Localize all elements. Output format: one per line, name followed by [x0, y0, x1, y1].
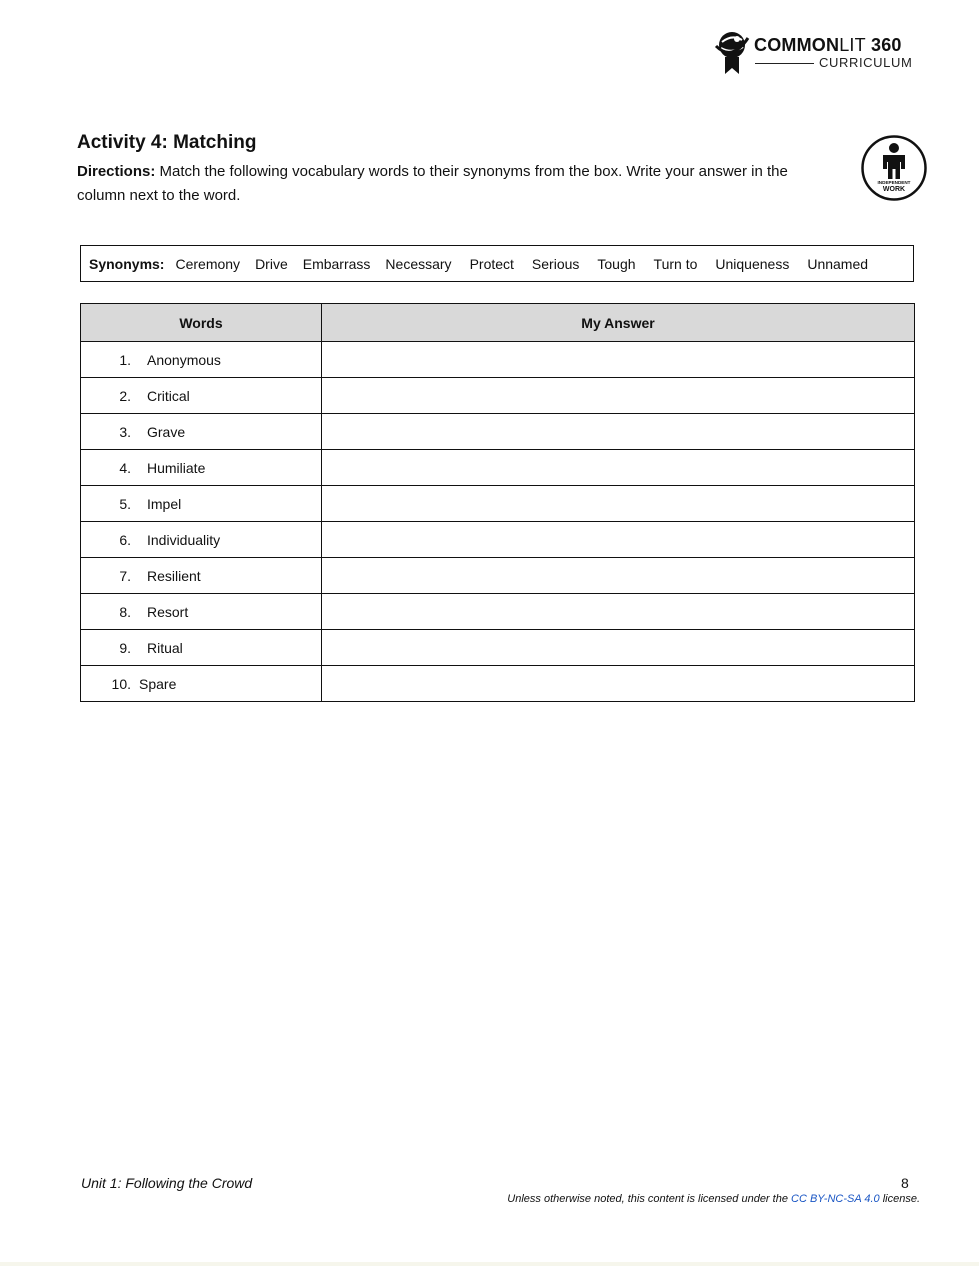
footer-unit-title: Unit 1: Following the Crowd	[81, 1175, 253, 1191]
vocab-word: Grave	[147, 423, 186, 440]
table-header-row	[81, 304, 915, 342]
globe-ribbon-icon	[714, 28, 750, 76]
answer-cell[interactable]	[322, 666, 915, 702]
commonlit-logo	[714, 28, 924, 78]
vocab-word: Individuality	[147, 531, 221, 548]
license-link[interactable]: CC BY-NC-SA 4.0	[791, 1193, 880, 1205]
license-notice	[507, 1193, 920, 1205]
synonym-word: Unnamed	[807, 255, 869, 272]
row-number: 7.	[119, 567, 131, 584]
vocab-word: Critical	[147, 387, 190, 404]
synonym-word: Ceremony	[175, 255, 241, 272]
row-number: 5.	[119, 495, 131, 512]
logo-wordmark: COMMONLIT 360	[754, 35, 902, 55]
table-row	[81, 414, 915, 450]
word-cell	[81, 630, 322, 666]
row-number: 3.	[119, 423, 131, 440]
table-row	[81, 342, 915, 378]
page-bottom-edge	[0, 1262, 979, 1266]
directions-text: Match the following vocabulary words to their synonyms from the box. Write your answer in the column next to the word.	[77, 163, 788, 204]
row-number: 9.	[119, 639, 131, 656]
word-cell	[81, 342, 322, 378]
word-cell	[81, 378, 322, 414]
row-number: 4.	[119, 459, 131, 476]
row-number: 6.	[119, 531, 131, 548]
word-cell	[81, 522, 322, 558]
row-number: 10.	[111, 675, 131, 692]
table-row	[81, 378, 915, 414]
synonyms-box	[80, 245, 914, 282]
answer-cell[interactable]	[322, 414, 915, 450]
answer-cell[interactable]	[322, 450, 915, 486]
word-cell	[81, 414, 322, 450]
table-row	[81, 666, 915, 702]
synonym-word: Drive	[255, 255, 288, 272]
word-cell	[81, 450, 322, 486]
synonyms-label: Synonyms:	[89, 255, 165, 272]
header-words: Words	[81, 304, 322, 342]
synonym-word: Uniqueness	[715, 255, 790, 272]
vocab-word: Anonymous	[147, 351, 221, 368]
row-number: 8.	[119, 603, 131, 620]
synonym-word: Serious	[531, 255, 580, 272]
license-suffix: license.	[879, 1193, 920, 1205]
logo-subtitle: CURRICULUM	[819, 55, 913, 70]
answer-cell[interactable]	[322, 378, 915, 414]
row-number: 2.	[119, 387, 131, 404]
directions-label: Directions:	[77, 163, 156, 180]
synonym-word: Embarrass	[302, 255, 371, 272]
vocab-word: Spare	[139, 675, 177, 692]
badge-line2: WORK	[882, 186, 906, 193]
table-row	[81, 630, 915, 666]
answer-cell[interactable]	[322, 594, 915, 630]
word-cell	[81, 666, 322, 702]
answer-cell[interactable]	[322, 486, 915, 522]
vocab-word: Resilient	[147, 567, 201, 584]
synonym-word: Turn to	[653, 255, 698, 272]
header-my-answer: My Answer	[322, 304, 915, 342]
vocab-word: Ritual	[147, 639, 183, 656]
synonym-word: Protect	[469, 255, 514, 272]
table-row	[81, 450, 915, 486]
matching-table	[80, 303, 915, 702]
person-icon	[861, 135, 927, 201]
table-row	[81, 522, 915, 558]
synonym-word: Tough	[597, 255, 636, 272]
synonym-word: Necessary	[385, 255, 452, 272]
word-cell	[81, 486, 322, 522]
vocab-word: Resort	[147, 603, 189, 620]
page-number: 8	[901, 1175, 909, 1191]
activity-title: Activity 4: Matching	[77, 132, 257, 153]
table-row	[81, 558, 915, 594]
vocab-word: Impel	[147, 495, 182, 512]
answer-cell[interactable]	[322, 558, 915, 594]
row-number: 1.	[119, 351, 131, 368]
logo-divider	[755, 63, 814, 64]
answer-cell[interactable]	[322, 522, 915, 558]
license-prefix: Unless otherwise noted, this content is licensed under the	[507, 1193, 791, 1205]
word-cell	[81, 594, 322, 630]
word-cell	[81, 558, 322, 594]
badge-line1: INDEPENDENT	[877, 180, 911, 185]
table-row	[81, 594, 915, 630]
table-row	[81, 486, 915, 522]
answer-cell[interactable]	[322, 630, 915, 666]
vocab-word: Humiliate	[147, 459, 206, 476]
directions	[77, 160, 837, 208]
independent-work-badge	[861, 135, 927, 201]
answer-cell[interactable]	[322, 342, 915, 378]
